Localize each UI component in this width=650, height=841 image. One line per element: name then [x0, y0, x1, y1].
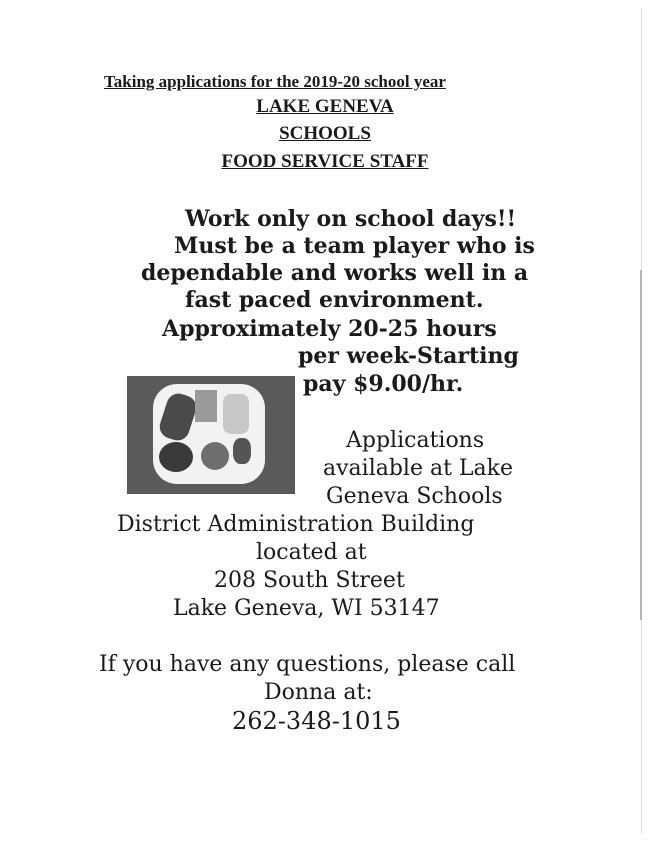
contact-line-1: If you have any questions, please call [99, 652, 516, 677]
title-line-3: FOOD SERVICE STAFF [221, 151, 429, 172]
plate-image [153, 384, 265, 484]
scan-page-edge-shadow [640, 270, 642, 620]
title-line-2: SCHOOLS [279, 123, 371, 144]
address-street: 208 South Street [214, 568, 405, 593]
contact-line-2: Donna at: [264, 680, 373, 705]
body-line-1: Work only on school days!! [185, 206, 517, 232]
food-plate-photo [127, 376, 295, 494]
body-line-11: District Administration Building [117, 512, 475, 537]
address-city: Lake Geneva, WI 53147 [173, 596, 440, 621]
body-line-9: available at Lake [323, 456, 514, 481]
body-line-4: fast paced environment. [185, 287, 484, 313]
body-line-12: located at [256, 540, 367, 565]
contact-phone: 262-348-1015 [232, 707, 401, 735]
title-line-1: LAKE GENEVA [256, 96, 394, 117]
body-line-5: Approximately 20-25 hours [162, 316, 497, 342]
flyer-subtitle: Taking applications for the 2019-20 school year [104, 72, 446, 91]
body-line-7: pay $9.00/hr. [303, 371, 464, 397]
body-line-2: Must be a team player who is [174, 233, 535, 259]
body-line-10: Geneva Schools [326, 484, 503, 509]
body-line-3: dependable and works well in a [141, 260, 529, 286]
body-line-8: Applications [346, 428, 485, 453]
body-line-6: per week-Starting [298, 343, 519, 369]
